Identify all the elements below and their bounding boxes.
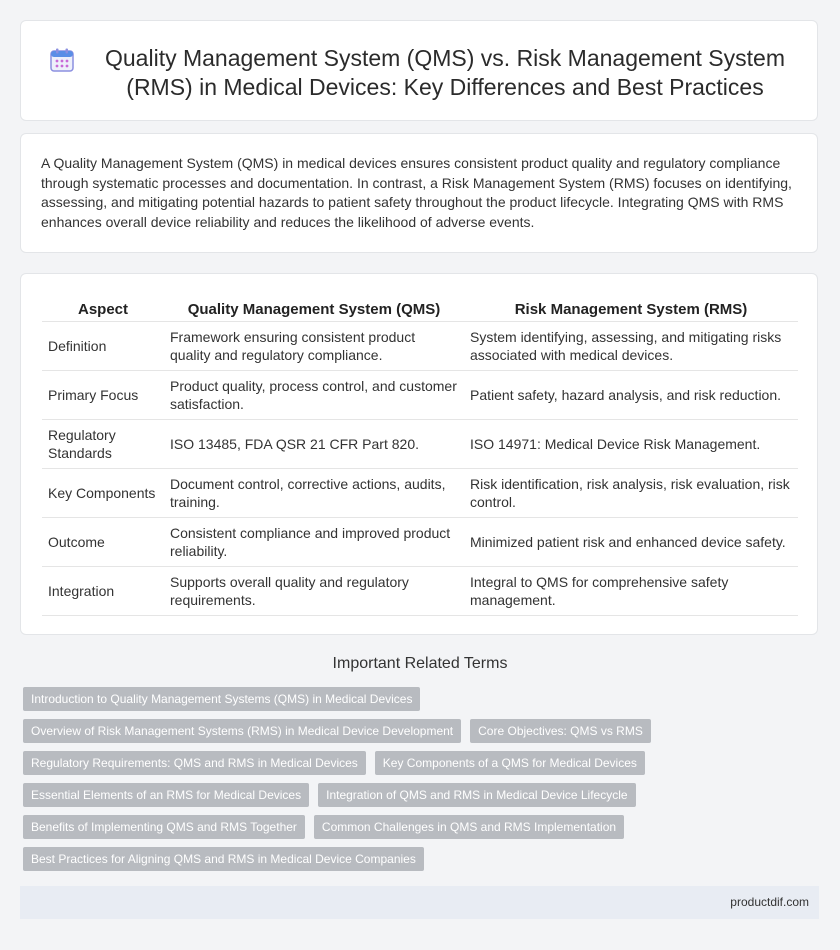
calendar-icon <box>49 47 75 73</box>
table-row <box>42 518 798 567</box>
table-row <box>42 322 798 371</box>
related-term-link[interactable]: Key Components of a QMS for Medical Devices <box>375 751 645 775</box>
footer <box>20 886 819 919</box>
cell-qms: Supports overall quality and regulatory requirements. <box>164 567 464 616</box>
table-row <box>42 420 798 469</box>
tag-row <box>23 783 813 807</box>
related-terms-heading: Important Related Terms <box>332 655 508 672</box>
related-term-link[interactable]: Introduction to Quality Management Systems (QMS) in Medical Devices <box>23 687 420 711</box>
comparison-table <box>42 295 798 616</box>
table-row <box>42 371 798 420</box>
header-card <box>20 20 818 121</box>
cell-aspect: Primary Focus <box>42 371 164 420</box>
cell-rms: ISO 14971: Medical Device Risk Management. <box>464 420 798 469</box>
cell-qms: Document control, corrective actions, audits, training. <box>164 469 464 518</box>
related-terms-list <box>23 687 813 879</box>
intro-paragraph: A Quality Management System (QMS) in medical devices ensures consistent product quality and regulatory compliance through systematic processes and documentation. In contrast, a Risk Management System (RMS) focuses on identifying, assessing, and mitigating potential hazards to patient safety throughout the product lifecycle. Integrating QMS with RMS enhances overall device reliability and reduces the likelihood of adverse events. <box>41 155 792 230</box>
cell-qms: Product quality, process control, and customer satisfaction. <box>164 371 464 420</box>
intro-card <box>20 133 818 253</box>
cell-qms: ISO 13485, FDA QSR 21 CFR Part 820. <box>164 420 464 469</box>
cell-aspect: Regulatory Standards <box>42 420 164 469</box>
related-term-link[interactable]: Essential Elements of an RMS for Medical Devices <box>23 783 309 807</box>
header-aspect: Aspect <box>42 295 164 322</box>
cell-aspect: Outcome <box>42 518 164 567</box>
related-term-link[interactable]: Integration of QMS and RMS in Medical Device Lifecycle <box>318 783 635 807</box>
table-header-row <box>42 295 798 322</box>
related-term-link[interactable]: Benefits of Implementing QMS and RMS Together <box>23 815 305 839</box>
table-row <box>42 567 798 616</box>
cell-aspect: Key Components <box>42 469 164 518</box>
footer-site-link[interactable]: productdif.com <box>730 895 809 909</box>
related-term-link[interactable]: Best Practices for Aligning QMS and RMS in Medical Device Companies <box>23 847 424 871</box>
header-rms: Risk Management System (RMS) <box>464 295 798 322</box>
cell-qms: Consistent compliance and improved product reliability. <box>164 518 464 567</box>
cell-rms: Integral to QMS for comprehensive safety management. <box>464 567 798 616</box>
cell-aspect: Definition <box>42 322 164 371</box>
cell-rms: System identifying, assessing, and mitigating risks associated with medical devices. <box>464 322 798 371</box>
tag-row <box>23 751 813 775</box>
cell-rms: Patient safety, hazard analysis, and risk reduction. <box>464 371 798 420</box>
tag-row <box>23 687 813 711</box>
page-title: Quality Management System (QMS) vs. Risk Management System (RMS) in Medical Devices: Key Differences and Best Practices <box>105 45 785 100</box>
related-term-link[interactable]: Overview of Risk Management Systems (RMS) in Medical Device Development <box>23 719 461 743</box>
cell-rms: Minimized patient risk and enhanced device safety. <box>464 518 798 567</box>
comparison-card <box>20 273 818 635</box>
cell-rms: Risk identification, risk analysis, risk evaluation, risk control. <box>464 469 798 518</box>
cell-aspect: Integration <box>42 567 164 616</box>
related-term-link[interactable]: Core Objectives: QMS vs RMS <box>470 719 651 743</box>
tag-row <box>23 815 813 839</box>
tag-row <box>23 719 813 743</box>
cell-qms: Framework ensuring consistent product quality and regulatory compliance. <box>164 322 464 371</box>
tag-row <box>23 847 813 871</box>
table-row <box>42 469 798 518</box>
related-term-link[interactable]: Common Challenges in QMS and RMS Implementation <box>314 815 624 839</box>
header-qms: Quality Management System (QMS) <box>164 295 464 322</box>
related-term-link[interactable]: Regulatory Requirements: QMS and RMS in Medical Devices <box>23 751 366 775</box>
